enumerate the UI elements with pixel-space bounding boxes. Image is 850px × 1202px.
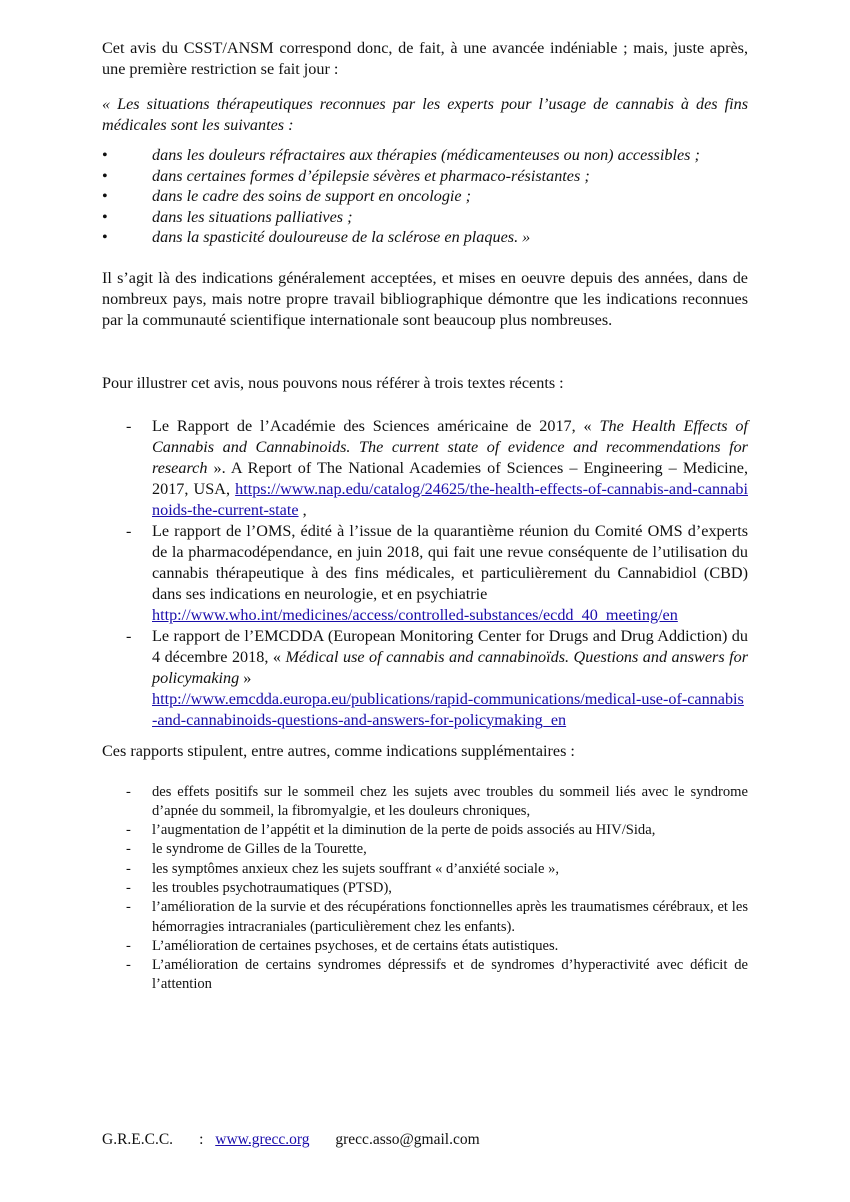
document-page xyxy=(102,38,748,995)
list-item xyxy=(102,227,748,248)
dash-marker: - xyxy=(126,626,132,645)
intro-paragraph: Cet avis du CSST/ANSM correspond donc, de fait, à une avancée indéniable ; mais, juste après, une première restriction se fait jour : xyxy=(102,39,748,78)
list-item xyxy=(102,186,748,207)
list-item-text: le syndrome de Gilles de la Tourette, xyxy=(152,841,367,858)
list-item-text: dans les situations palliatives ; xyxy=(152,207,353,226)
bullet-marker: • xyxy=(102,166,108,185)
quote-intro: « Les situations thérapeutiques reconnues par les experts pour l’usage de cannabis à des fins médicales sont les suivantes : xyxy=(102,95,748,134)
list-item-text: des effets positifs sur le sommeil chez les sujets avec troubles du sommeil liés avec le syndrome d’apnée du sommeil, la fibromyalgie, et les douleurs chroniques, xyxy=(152,783,748,819)
list-item xyxy=(102,783,748,822)
reference-item-nas xyxy=(102,416,748,521)
references-intro: Pour illustrer cet avis, nous pouvons nous référer à trois textes récents : xyxy=(102,373,564,392)
dash-marker: - xyxy=(126,521,132,540)
reference-text: Le rapport de l’OMS, édité à l’issue de la quarantième réunion du Comité OMS d’experts de la pharmacodépendance, en juin 2018, qui fait une revue conséquente de l’utilisation du cannabis thérapeutique à des fins médicales, et particulièrement du Cannabidiol (CBD) dans ses indications en neurologie, et en psychiatrie xyxy=(152,521,748,603)
list-item xyxy=(102,840,748,859)
reference-title: The Health Effects of Cannabis and Cannabinoids. The current state of evidence and recommendations for research xyxy=(152,416,748,477)
list-item xyxy=(102,879,748,898)
situations-list xyxy=(102,145,748,248)
reference-link[interactable]: http://www.who.int/medicines/access/controlled-substances/ecdd_40_meeting/en xyxy=(152,605,678,624)
dash-marker: - xyxy=(126,957,131,974)
footer-org: G.R.E.C.C. xyxy=(102,1131,174,1148)
list-item xyxy=(102,898,748,937)
dash-marker: - xyxy=(126,822,131,839)
list-item xyxy=(102,207,748,228)
reference-link[interactable]: https://www.nap.edu/catalog/24625/the-health-effects-of-cannabis-and-cannabinoids-the-current-state xyxy=(152,479,748,519)
bullet-marker: • xyxy=(102,187,108,205)
list-item-text: dans la spasticité douloureuse de la sclérose en plaques. » xyxy=(152,228,531,246)
list-item xyxy=(102,821,748,840)
indications-list xyxy=(102,783,748,995)
dash-marker: - xyxy=(126,416,132,435)
list-item-text: l’amélioration de la survie et des récupérations fonctionnelles après les traumatismes cérébraux, et les hémorragies intracraniales (particulièrement chez les enfants). xyxy=(152,899,748,935)
dash-marker: - xyxy=(126,841,131,858)
dash-marker: - xyxy=(126,937,131,954)
reference-text: , xyxy=(298,500,307,519)
list-item xyxy=(102,937,748,956)
page-footer xyxy=(102,1131,498,1149)
reference-text: Le Rapport de l’Académie des Sciences américaine de 2017, « xyxy=(152,416,600,435)
reference-title: Médical use of cannabis and cannabinoïds. Questions and answers for policymaking xyxy=(152,647,748,687)
dash-marker: - xyxy=(126,879,131,896)
dash-marker: - xyxy=(126,860,131,877)
list-item-text: L’amélioration de certaines psychoses, et de certains états autistiques. xyxy=(152,937,559,954)
indications-paragraph: Il s’agit là des indications généralement acceptées, et mises en oeuvre depuis des années, dans de nombreux pays, mais notre propre travail bibliographique démontre que les indications reconnues par la communauté scientifique internationale sont beaucoup plus nombreuses. xyxy=(102,268,748,329)
list-item xyxy=(102,166,748,187)
bullet-marker: • xyxy=(102,228,108,246)
list-item-text: l’augmentation de l’appétit et la diminution de la perte de poids associés au HIV/Sida, xyxy=(152,822,656,839)
list-item-text: les troubles psychotraumatiques (PTSD), xyxy=(152,879,392,896)
supplementary-intro: Ces rapports stipulent, entre autres, comme indications supplémentaires : xyxy=(102,741,575,760)
reference-text: » xyxy=(239,668,252,687)
reference-text: ». A Report of The National Academies of Sciences – Engineering – Medicine, 2017, USA, xyxy=(152,458,748,498)
reference-item-who xyxy=(102,521,748,626)
list-item-text: les symptômes anxieux chez les sujets souffrant « d’anxiété sociale », xyxy=(152,860,560,877)
footer-website-link[interactable]: www.grecc.org xyxy=(215,1131,310,1148)
dash-marker: - xyxy=(126,899,131,916)
references-list xyxy=(102,416,748,731)
list-item xyxy=(102,956,748,995)
footer-email: grecc.asso@gmail.com xyxy=(335,1131,480,1148)
list-item xyxy=(102,860,748,879)
reference-link[interactable]: http://www.emcdda.europa.eu/publications/rapid-communications/medical-use-of-cannabis-and-cannabinoids-questions-and-answers-for-policymaking_en xyxy=(152,689,744,729)
reference-item-emcdda xyxy=(102,626,748,731)
list-item-text: dans certaines formes d’épilepsie sévères et pharmaco-résistantes ; xyxy=(152,166,590,185)
dash-marker: - xyxy=(126,783,131,800)
bullet-marker: • xyxy=(102,207,108,226)
list-item-text: L’amélioration de certains syndromes dépressifs et de syndromes d’hyperactivité avec déficit de l’attention xyxy=(152,957,748,993)
list-item xyxy=(102,145,748,166)
footer-colon: : xyxy=(199,1131,204,1148)
reference-text: Le rapport de l’EMCDDA (European Monitoring Center for Drugs and Drug Addiction) du 4 décembre 2018, « xyxy=(152,626,748,666)
list-item-text: dans le cadre des soins de support en oncologie ; xyxy=(152,187,472,205)
bullet-marker: • xyxy=(102,146,108,164)
list-item-text: dans les douleurs réfractaires aux thérapies (médicamenteuses ou non) accessibles ; xyxy=(152,146,700,164)
